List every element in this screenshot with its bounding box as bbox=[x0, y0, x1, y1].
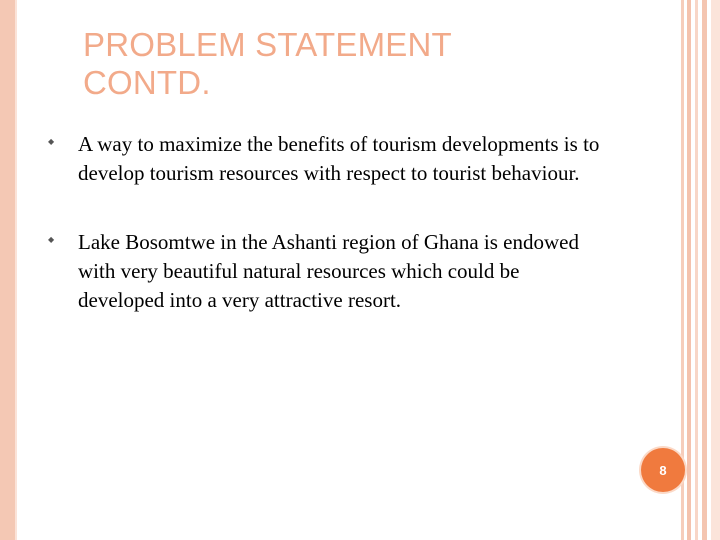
left-border-line bbox=[15, 0, 17, 540]
slide-title bbox=[83, 26, 452, 102]
right-decorative-stripe bbox=[695, 0, 698, 540]
bullet-text: Lake Bosomtwe in the Ashanti region of Ghana is endowed with very beautiful natural resources which could be developed into a very attractive resort. bbox=[78, 230, 579, 312]
left-decorative-border bbox=[0, 0, 15, 540]
bullet-marker-icon: ◆ bbox=[48, 137, 55, 146]
bullet-text: A way to maximize the benefits of tourism developments is to develop tourism resources with respect to tourist behaviour. bbox=[78, 132, 600, 185]
right-decorative-stripe bbox=[687, 0, 691, 540]
page-number: 8 bbox=[659, 462, 667, 478]
bullet-list bbox=[48, 130, 608, 355]
right-decorative-stripe bbox=[711, 0, 720, 540]
right-decorative-stripe bbox=[702, 0, 707, 540]
slide-title-line-2: CONTD. bbox=[83, 64, 211, 101]
bullet-marker-icon: ◆ bbox=[48, 235, 55, 244]
bullet-item bbox=[48, 130, 608, 188]
slide-title-line-1: PROBLEM STATEMENT bbox=[83, 26, 452, 63]
page-number-badge bbox=[641, 448, 685, 492]
bullet-item bbox=[48, 228, 608, 315]
